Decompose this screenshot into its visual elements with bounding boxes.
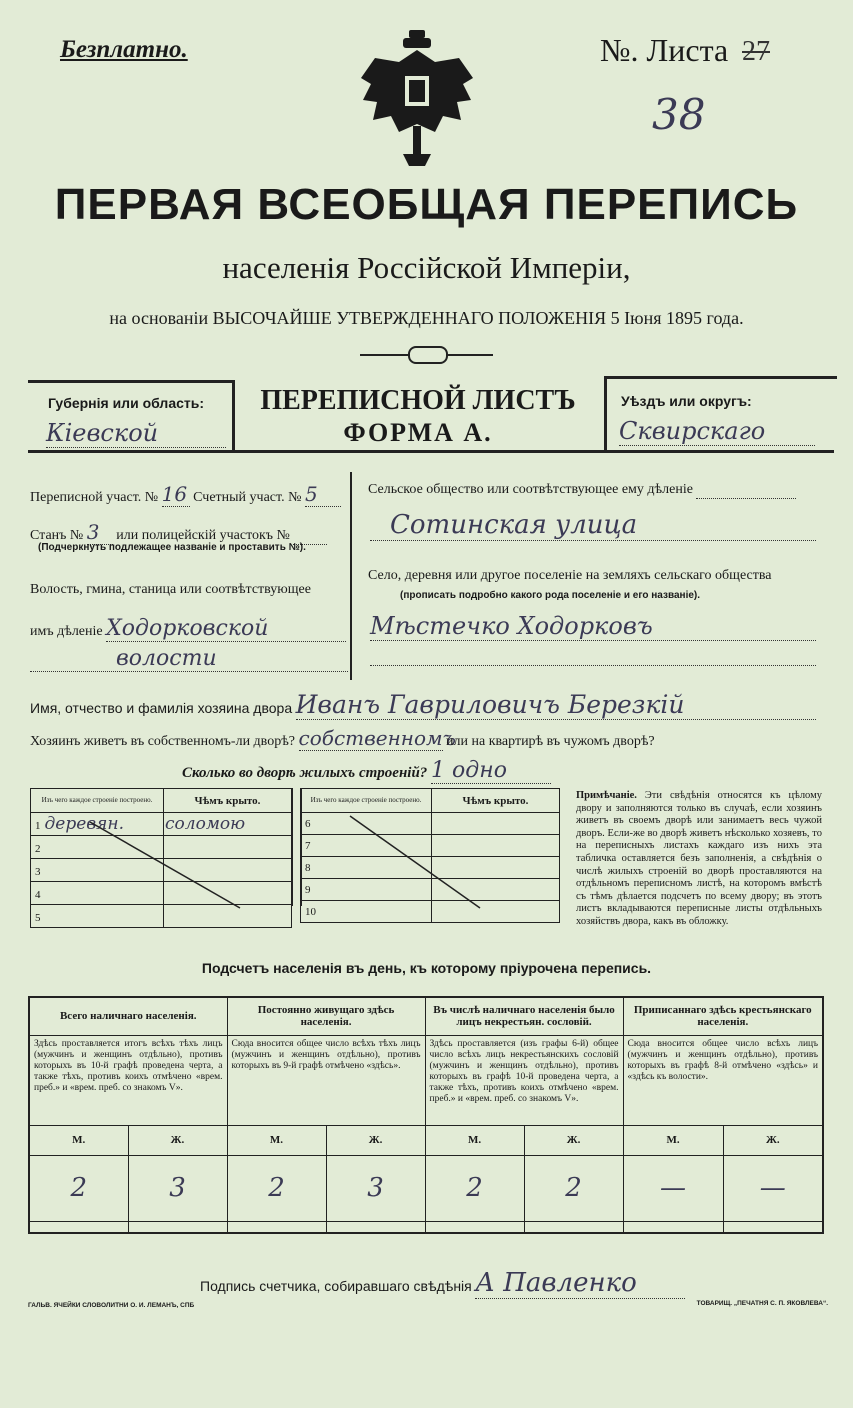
- gubernia-box: [28, 380, 235, 453]
- male-header: М.: [29, 1125, 128, 1155]
- count-group-title: Постоянно живущаго здѣсь населенія.: [227, 997, 425, 1035]
- count-group-desc: Здѣсь проставляется итогъ всѣхъ тѣхъ лицъ (мужчинъ и женщинъ отдѣльно), противъ которыхъ въ 10-й графѣ проведена черта, а также тѣхъ, противъ коихъ отмѣчено «врем. преб.» и «врем. преб. со знакомъ V».: [29, 1035, 227, 1125]
- male-count[interactable]: 2: [425, 1155, 524, 1221]
- note-text: Эти свѣдѣнія относятся къ цѣлому двору и заполняются только въ случаѣ, если хозяинъ живетъ въ своемъ дворѣ или занимаетъ весь чужой дворъ. Если-же во дворѣ живетъ нѣсколько хозяевъ, то на переписныхъ листахъ каждаго изъ нихъ эта табличка оставляется безъ заполненія, а свѣдѣнія о числѣ жилыхъ строеній во дворѣ проставляются на отдѣльномъ переписномъ листѣ, на которомъ вмѣстѣ съ тѣмъ дѣлается подсчетъ по всему двору; въ этотъ листъ вкладываются переписные листы отдѣльныхъ хозяйствъ двора, какъ въ обложку.: [576, 790, 823, 927]
- buildings-label: Сколько во дворѣ жилыхъ строеній?: [182, 765, 428, 781]
- stan-label: Станъ №: [30, 528, 84, 543]
- count-group-desc: Сюда вносится общее число всѣхъ тѣхъ лицъ (мужчинъ и женщинъ отдѣльно), противъ которыхъ въ 9-й графѣ отмѣчено «здѣсь».: [227, 1035, 425, 1125]
- page-subtitle: населенія Россійской Имперіи,: [222, 250, 631, 285]
- uezd-label: Уѣздъ или округъ:: [621, 393, 752, 409]
- blank-cell: [326, 1221, 425, 1233]
- volost-row: [30, 616, 346, 642]
- stan-note: (Подчеркнуть подлежащее названіе и проставить №).: [38, 542, 306, 553]
- col-roof-header: Чѣмъ крыто.: [164, 789, 292, 813]
- count-title-row: [29, 997, 823, 1035]
- row-number: 7: [305, 840, 311, 852]
- note-heading: Примѣчаніе.: [576, 790, 637, 801]
- female-count[interactable]: 3: [128, 1155, 227, 1221]
- volost-value-2[interactable]: волости: [30, 646, 348, 672]
- row-number: 3: [35, 866, 41, 878]
- count-group-desc: Сюда вносится общее число всѣхъ лицъ (мужчинъ и женщинъ отдѣльно), противъ которыхъ въ графѣ 8-й отмѣчено «здѣсь» и «здѣсь къ волости».: [623, 1035, 823, 1125]
- signature-row: [200, 1268, 685, 1299]
- selo-value-line-2[interactable]: [370, 664, 816, 666]
- row-number: 4: [35, 889, 41, 901]
- owner-value[interactable]: Иванъ Гавриловичъ Березкій: [296, 690, 816, 720]
- page-title: ПЕРВАЯ ВСЕОБЩАЯ ПЕРЕПИСЬ: [54, 180, 799, 229]
- form-title: ПЕРЕПИСНОЙ ЛИСТЪ: [260, 385, 576, 416]
- blank-cell: [29, 1221, 128, 1233]
- note-block: [576, 790, 822, 929]
- vertical-divider: [350, 472, 352, 680]
- lives-label: Хозяинъ живетъ въ собственномъ-ли дворѣ?: [30, 734, 296, 749]
- count-desc-row: [29, 1035, 823, 1125]
- female-count[interactable]: —: [723, 1155, 823, 1221]
- lives-label-2: или на квартирѣ въ чужомъ дворѣ?: [446, 734, 655, 749]
- female-header: Ж.: [723, 1125, 823, 1155]
- volost-label: Волость, гмина, станица или соотвѣтствующее: [30, 582, 311, 597]
- obshch-value[interactable]: Сотинская улица: [370, 510, 816, 541]
- signature-value[interactable]: А Павленко: [475, 1268, 685, 1299]
- row-number: 10: [305, 906, 316, 918]
- signature-label: Подпись счетчика, собиравшаго свѣдѣнія: [200, 1278, 472, 1294]
- stan-mid-label: или полицейскій участокъ №: [116, 528, 290, 543]
- row-number: 9: [305, 884, 311, 896]
- gubernia-value[interactable]: Кіевской: [46, 419, 226, 448]
- sheet-number-struck: 27: [742, 36, 770, 67]
- population-count-table: [28, 996, 824, 1234]
- uchast-row: [30, 482, 341, 507]
- legal-basis: на основаніи ВЫСОЧАЙШЕ УТВЕРЖДЕННАГО ПОЛОЖЕНІЯ 5 Іюня 1895 года.: [109, 308, 744, 328]
- sheet-number-label: №. Листа: [600, 32, 729, 68]
- printer-left: ГАЛЬВ. ЯЧЕЙКИ СЛОВОЛИТНИ О. И. ЛЕМАНЪ, СПБ: [28, 1302, 195, 1309]
- blank-cell: [723, 1221, 823, 1233]
- count-group-title: Въ числѣ наличнаго населенія было лицъ некрестьян. сословій.: [425, 997, 623, 1035]
- blank-cell: [128, 1221, 227, 1233]
- blank-cell: [524, 1221, 623, 1233]
- uchast-label: Переписной участ. №: [30, 490, 159, 505]
- male-header: М.: [623, 1125, 723, 1155]
- blank-cell: [227, 1221, 326, 1233]
- col-roof-header-right: Чѣмъ крыто.: [432, 789, 560, 813]
- lives-value[interactable]: собственномъ: [298, 726, 456, 750]
- male-count[interactable]: 2: [227, 1155, 326, 1221]
- form-subtitle: ФОРМА А.: [343, 418, 493, 447]
- count-value-row: [29, 1155, 823, 1221]
- strike-diagonal-lines: [30, 812, 560, 912]
- buildings-value[interactable]: 1 одно: [431, 758, 551, 784]
- uezd-value[interactable]: Сквирскаго: [619, 417, 815, 446]
- printer-right: ТОВАРИЩ. „ПЕЧАТНЯ С. П. ЯКОВЛЕВА“.: [696, 1300, 828, 1307]
- selo-value[interactable]: Мѣстечко Ходорковъ: [370, 612, 816, 641]
- female-header: Ж.: [326, 1125, 425, 1155]
- row-number: 1: [35, 820, 41, 832]
- owner-label: Имя, отчество и фамилія хозяина двора: [30, 700, 293, 716]
- ornament-center: [408, 346, 448, 364]
- male-count[interactable]: 2: [29, 1155, 128, 1221]
- female-header: Ж.: [128, 1125, 227, 1155]
- selo-label: Село, деревня или другое поселеніе на земляхъ сельскаго общества: [368, 568, 772, 583]
- obshch-label: Сельское общество или соотвѣтствующее ему дѣленіе: [368, 482, 693, 497]
- volost-value[interactable]: Ходорковской: [106, 616, 346, 642]
- uchast-value[interactable]: 16: [162, 482, 190, 507]
- schet-label: Счетный участ. №: [193, 490, 302, 505]
- col-built-header-right: Изъ чего каждое строеніе построено.: [301, 789, 432, 813]
- male-header: М.: [425, 1125, 524, 1155]
- lives-row: [30, 726, 655, 751]
- count-blank-row: [29, 1221, 823, 1233]
- gubernia-label: Губернія или область:: [48, 395, 205, 411]
- row-number: 5: [35, 912, 41, 924]
- col-built-header: Изъ чего каждое строеніе построено.: [31, 789, 164, 813]
- uezd-box: [604, 376, 837, 453]
- count-heading: Подсчетъ населенія въ день, къ которому пріурочена перепись.: [201, 960, 652, 976]
- female-header: Ж.: [524, 1125, 623, 1155]
- buildings-row: [182, 758, 551, 784]
- female-count[interactable]: 2: [524, 1155, 623, 1221]
- volost-label-2: имъ дѣленіе: [30, 624, 103, 639]
- schet-value[interactable]: 5: [305, 482, 341, 507]
- stan-value[interactable]: 3: [87, 520, 113, 545]
- count-mz-row: [29, 1125, 823, 1155]
- free-label: Безплатно.: [60, 36, 188, 63]
- count-group-desc: Здѣсь проставляется (изъ графы 6-й) общее число всѣхъ лицъ некрестьянскихъ сословій (мужчинъ и женщинъ отдѣльно), противъ которыхъ въ графѣ 10-й проведена черта, а также тѣхъ, противъ коихъ отмѣчено «врем. преб.» и «врем. преб. со знакомъ V».: [425, 1035, 623, 1125]
- row-number: 8: [305, 862, 311, 874]
- count-group-title: Всего наличнаго населенія.: [29, 997, 227, 1035]
- obshch-row: [368, 482, 796, 499]
- owner-row: [30, 690, 816, 720]
- selo-note: (прописать подробно какого рода поселеніе и его названіе).: [400, 590, 701, 601]
- building-material-value: деревян.: [44, 814, 125, 834]
- male-header: М.: [227, 1125, 326, 1155]
- building-roof-value: соломою: [165, 814, 246, 834]
- blank-cell: [425, 1221, 524, 1233]
- blank-cell: [623, 1221, 723, 1233]
- section-line: [28, 450, 834, 453]
- double-eagle-emblem-icon: [355, 28, 480, 168]
- count-group-title: Приписаннаго здѣсь крестьянскаго населенія.: [623, 997, 823, 1035]
- row-number: 6: [305, 818, 311, 830]
- male-count[interactable]: —: [623, 1155, 723, 1221]
- row-number: 2: [35, 843, 41, 855]
- female-count[interactable]: 3: [326, 1155, 425, 1221]
- sheet-number-handwritten: 38: [652, 90, 706, 139]
